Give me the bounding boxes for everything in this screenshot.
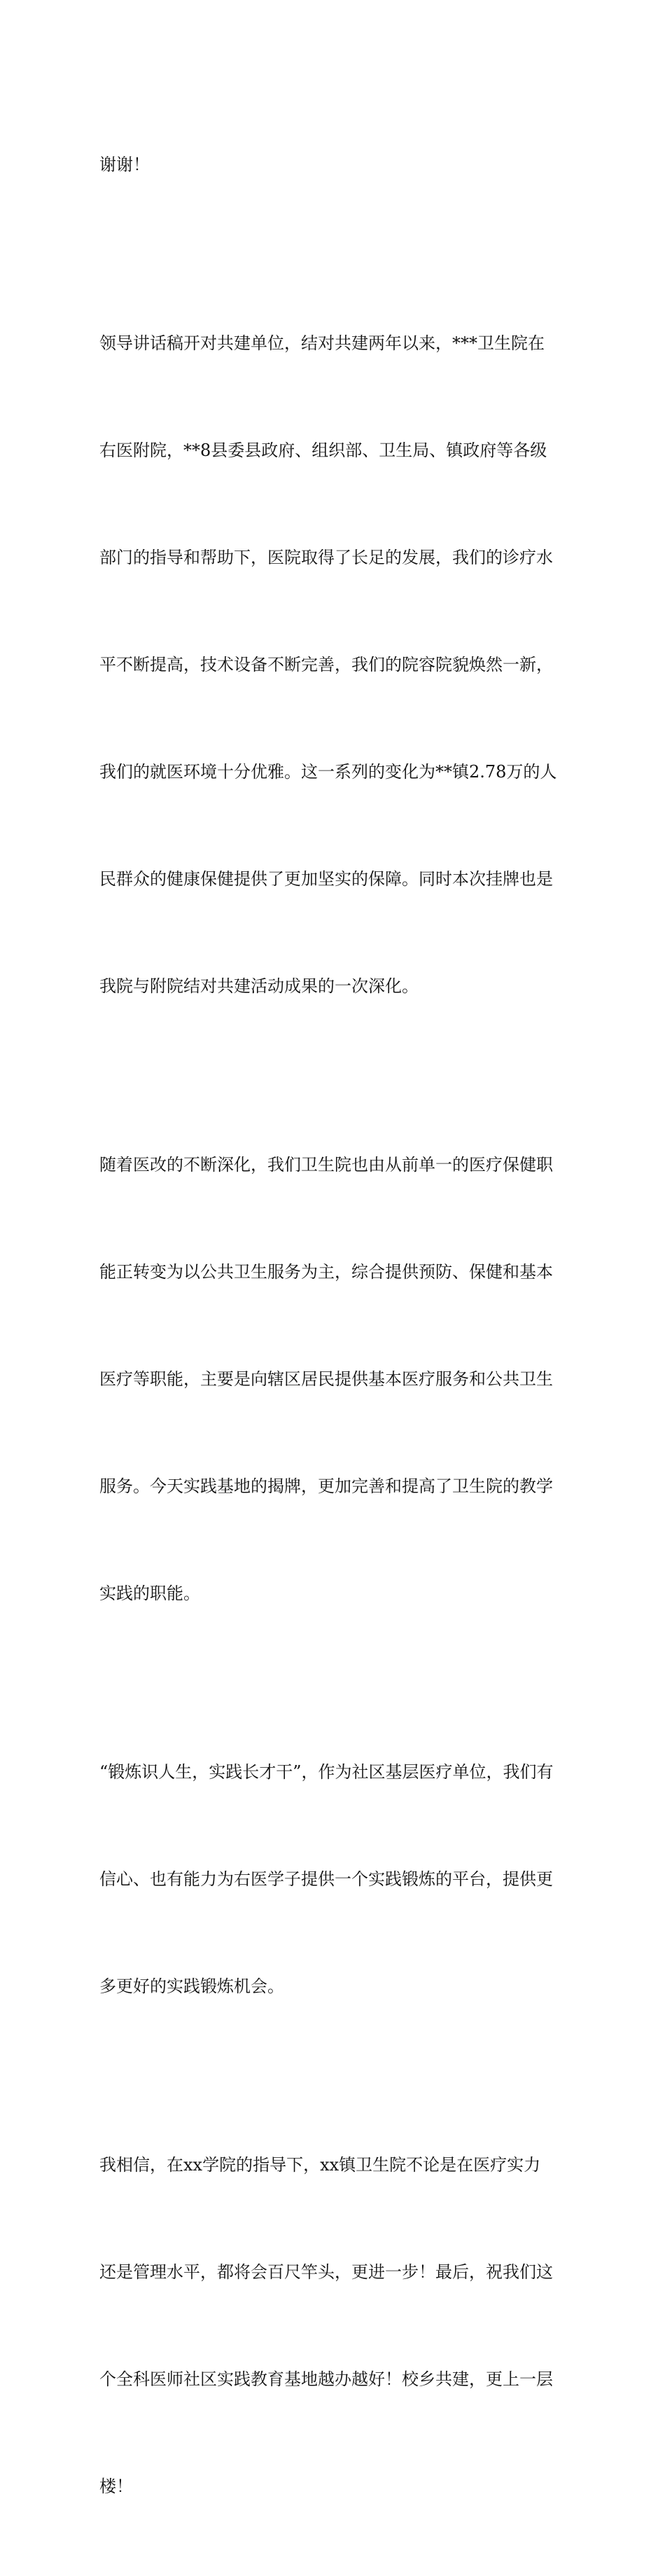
text-line: 领导讲话稿开对共建单位，结对共建两年以来，***卫生院在 bbox=[99, 333, 545, 353]
text-line: 谢谢！ bbox=[99, 155, 150, 174]
paragraph-practice bbox=[99, 1683, 582, 2076]
text-line: 多更好的实践锻炼机会。 bbox=[99, 1976, 284, 1996]
paragraph-partnership bbox=[99, 254, 582, 1076]
paragraph-closing bbox=[99, 2076, 582, 2576]
text-line: 个全科医师社区实践教育基地越办越好！校乡共建，更上一层 bbox=[99, 2369, 553, 2389]
text-line: 医疗等职能，主要是向辖区居民提供基本医疗服务和公共卫生 bbox=[99, 1369, 553, 1389]
paragraph-thanks bbox=[99, 76, 582, 254]
text-line: 右医附院，**8县委县政府、组织部、卫生局、镇政府等各级 bbox=[99, 441, 547, 460]
document-body bbox=[99, 76, 582, 2576]
text-line: 我们的就医环境十分优雅。这一系列的变化为**镇2.78万的人 bbox=[99, 762, 557, 782]
text-line: 我院与附院结对共建活动成果的一次深化。 bbox=[99, 976, 419, 996]
text-line: 随着医改的不断深化，我们卫生院也由从前单一的医疗保健职 bbox=[99, 1155, 553, 1175]
paragraph-medical-reform bbox=[99, 1076, 582, 1683]
text-line: 信心、也有能力为右医学子提供一个实践锻炼的平台，提供更 bbox=[99, 1869, 553, 1889]
text-line: 能正转变为以公共卫生服务为主，综合提供预防、保健和基本 bbox=[99, 1262, 553, 1282]
text-line: 还是管理水平，都将会百尺竿头，更进一步！最后，祝我们这 bbox=[99, 2262, 553, 2282]
text-line: “锻炼识人生，实践长才干”，作为社区基层医疗单位，我们有 bbox=[99, 1762, 554, 1782]
text-line: 服务。今天实践基地的揭牌，更加完善和提高了卫生院的教学 bbox=[99, 1476, 553, 1496]
text-line: 平不断提高，技术设备不断完善，我们的院容院貌焕然一新， bbox=[99, 655, 553, 674]
text-line: 部门的指导和帮助下，医院取得了长足的发展，我们的诊疗水 bbox=[99, 548, 553, 567]
text-line: 实践的职能。 bbox=[99, 1584, 200, 1603]
text-line: 我相信，在xx学院的指导下，xx镇卫生院不论是在医疗实力 bbox=[99, 2155, 541, 2175]
text-line: 楼！ bbox=[99, 2477, 133, 2496]
text-line: 民群众的健康保健提供了更加坚实的保障。同时本次挂牌也是 bbox=[99, 869, 553, 889]
